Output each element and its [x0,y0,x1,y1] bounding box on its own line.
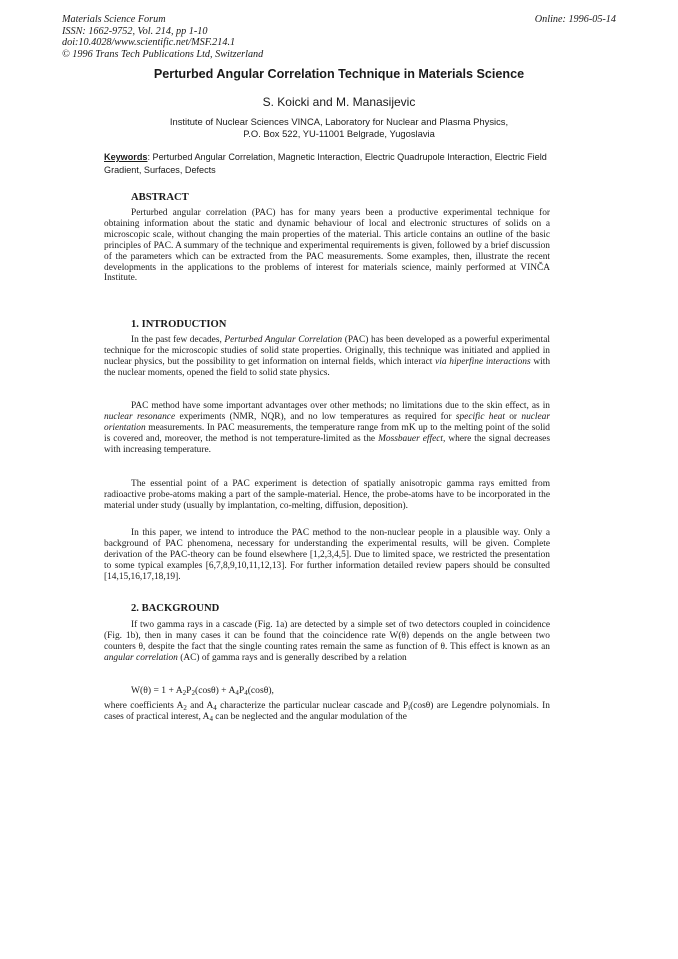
formula-sub-1: 2 [182,689,187,697]
online-date: Online: 1996-05-14 [534,14,616,25]
intro-p2-em-1: nuclear resonance [104,411,176,422]
bg-p1-text-b: (AC) of gamma rays and is generally described by a relation [177,652,407,663]
affiliation-line-2: P.O. Box 522, YU-11001 Belgrade, Yugoslavia [243,128,435,139]
intro-p1-em-2: via hiperfine interactions [435,356,531,367]
bg-p2-text-b: and A [186,701,214,711]
background-heading: 2. BACKGROUND [131,603,220,614]
bg-p2-sub-4: 4 [209,714,213,723]
abstract-text: Perturbed angular correlation (PAC) has for many years been a productive experimental technique for obtaining information about the static and dynamic behaviour of local and electronic structures of solids on a microscopic scale, without changing the main properties of the material. This article contains an outline of the basic principles of PAC. A summary of the technique and experimental requirements is given, followed by a brief discussion of the parameters which can be extracted from the PAC measurements. Some examples, then, illustrate the recent developments in the applications to the problems of interest for materials science, mainly performed at VINČA Institute. [104,208,550,284]
intro-p1-em-1: Perturbed Angular Correlation [224,335,343,345]
intro-p2-text-e: , where the signal decreases with increasing temperature. [104,433,550,455]
intro-paragraph-4: In this paper, we intend to introduce the PAC method to the non-nuclear people in a plausible way. Only a background of PAC phenomena, necessary for understanding the experimental results, will be given. Complete derivation of the PAC-theory can be found elsewhere [1,2,3,4,5]. Due to limited space, we restricted the presentation to some typical examples [6,7,8,9,10,11,12,13]. For further information detailed review papers should be consulted [14,15,16,17,18,19]. [104,528,550,582]
bg-p2-sub-2: 4 [213,704,217,712]
formula-sub-4: 4 [244,689,248,697]
journal-doi: doi:10.4028/www.scientific.net/MSF.214.1 [62,37,236,49]
intro-p2-text-d: measurements. In PAC measurements, the temperature range from mK up to the melting point of the solid is covered and, moreover, the method is not temperature-limited as the [104,422,550,444]
intro-p2-text-a: PAC method have some important advantages over other methods; no limitations due to the skin effect, as in [131,401,550,411]
intro-p2-text-c: or [504,411,522,422]
intro-p2-em-2: specific heat [455,411,505,422]
bg-p2-text-e: can be neglected and the angular modulation of the [212,711,407,722]
intro-p1-text-a: In the past few decades, [131,335,225,345]
introduction-heading: 1. INTRODUCTION [131,319,227,330]
paper-authors: S. Koicki and M. Manasijevic [262,95,416,109]
background-paragraph-2 [104,701,550,723]
formula-part-3: (cosθ) + A [195,685,236,696]
intro-p2-em-3: nuclear orientation [104,411,551,433]
journal-copyright: © 1996 Trans Tech Publications Ltd, Switzerland [62,48,264,60]
keywords [104,151,560,176]
formula-sub-2: 2 [191,689,195,697]
formula-part-1: W(θ) = 1 + A [131,685,183,696]
bg-p1-em-1: angular correlation [104,652,178,663]
bg-p2-text-a: where coefficients A [104,701,184,711]
formula-sub-3: 4 [235,689,239,697]
angular-correlation-formula [131,685,274,696]
bg-p2-sub-1: 2 [183,704,187,712]
bg-p1-text-a: If two gamma rays in a cascade (Fig. 1a) are detected by a simple set of two detectors coupled in coincidence (Fig. 1b), then in many cases it can be found that the coincidence rate W(θ) depends on the angle between two counters θ, despite the fact that the single counting rates remain the same as function of θ. This effect is known as an [104,620,550,652]
bg-p2-text-d: (cosθ) are Legendre polynomials. In cases of practical interest, A [104,701,550,722]
intro-p1-text-b: (PAC) has been developed as a powerful experimental technique for the microscopic studies of solid state properties. Originally, this technique was initiated and applied in nuclear physics, but the possibility to get information on internal fields, which interact [104,335,550,367]
author-affiliation [0,116,678,140]
keywords-text: : Perturbed Angular Correlation, Magnetic Interaction, Electric Quadrupole Interaction, Electric Field Gradient, Surfaces, Defects [104,152,547,175]
intro-p1-text-c: with the nuclear moments, opened the field to solid state physics. [104,356,551,378]
paper-title: Perturbed Angular Correlation Technique in Materials Science [153,67,525,81]
intro-paragraph-2 [104,401,550,456]
journal-name: Materials Science Forum [62,14,166,25]
bg-p2-sub-3: i [408,704,411,712]
abstract-heading: ABSTRACT [131,192,189,203]
intro-p2-em-4: Mossbauer effect [378,433,444,444]
keywords-label: Keywords [104,152,148,162]
journal-issn: ISSN: 1662-9752, Vol. 214, pp 1-10 [62,25,208,37]
formula-part-5: (cosθ), [247,685,274,696]
background-paragraph-1 [104,620,550,664]
affiliation-line-1: Institute of Nuclear Sciences VINCA, Laboratory for Nuclear and Plasma Physics, [169,116,509,127]
formula-part-4: P [238,685,245,696]
journal-header [62,14,263,60]
intro-paragraph-1 [104,335,550,379]
intro-p2-text-b: experiments (NMR, NQR), and no low temperatures as required for [175,411,456,422]
bg-p2-text-c: characterize the particular nuclear cascade and P [216,701,409,711]
formula-part-2: P [186,685,192,696]
intro-paragraph-3: The essential point of a PAC experiment is detection of spatially anisotropic gamma rays emitted from radioactive probe-atoms making a part of the sample-material. Hence, the probe-atoms have to be incorporated in the material under study (usually by implantation, co-melting, diffusion, deposition). [104,479,550,511]
